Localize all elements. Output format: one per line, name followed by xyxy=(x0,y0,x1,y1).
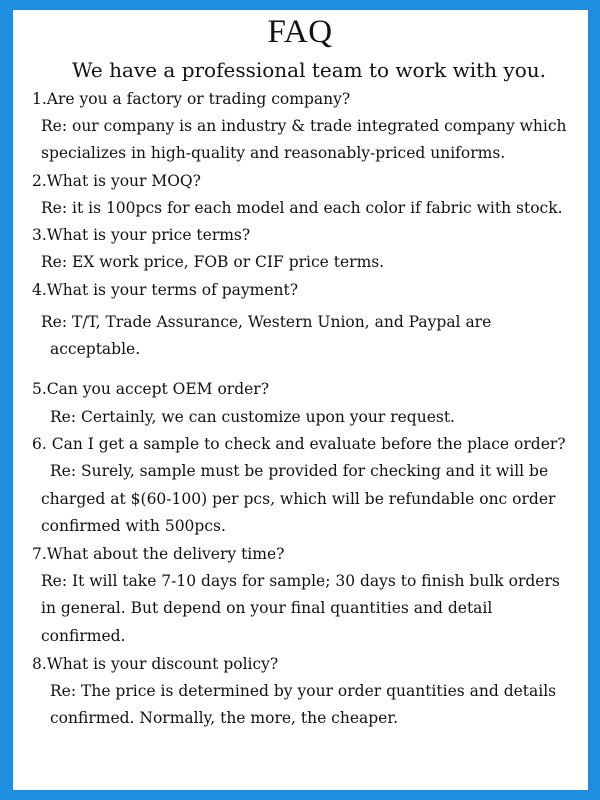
question-2: 2.What is your MOQ? xyxy=(32,172,201,190)
answer-7-line-2: in general. But depend on your final quantities and detail xyxy=(41,599,493,617)
answer-4-line-2: acceptable. xyxy=(50,340,141,358)
answer-1-line-2: specializes in high-quality and reasonably-priced uniforms. xyxy=(41,144,506,162)
question-8: 8.What is your discount policy? xyxy=(32,655,279,673)
page-title: FAQ xyxy=(267,14,333,50)
answer-1-line-1: Re: our company is an industry & trade integrated company which xyxy=(41,117,567,135)
question-6: 6. Can I get a sample to check and evaluate before the place order? xyxy=(32,435,566,453)
answer-6-line-2: charged at $(60-100) per pcs, which will be refundable onc order xyxy=(41,490,556,508)
answer-6-line-1: Re: Surely, sample must be provided for checking and it will be xyxy=(50,462,549,480)
page-subtitle: We have a professional team to work with you. xyxy=(72,58,546,82)
answer-8-line-1: Re: The price is determined by your order quantities and details xyxy=(50,682,557,700)
answer-2-line-1: Re: it is 100pcs for each model and each color if fabric with stock. xyxy=(41,199,563,217)
answer-6-line-3: confirmed with 500pcs. xyxy=(41,517,226,535)
answer-7-line-3: confirmed. xyxy=(41,627,126,645)
question-5: 5.Can you accept OEM order? xyxy=(32,380,270,398)
question-7: 7.What about the delivery time? xyxy=(32,545,285,563)
question-1: 1.Are you a factory or trading company? xyxy=(32,90,351,108)
answer-5-line-1: Re: Certainly, we can customize upon your request. xyxy=(50,408,455,426)
answer-4-line-1: Re: T/T, Trade Assurance, Western Union, and Paypal are xyxy=(41,313,492,331)
answer-8-line-2: confirmed. Normally, the more, the cheaper. xyxy=(50,709,398,727)
answer-3-line-1: Re: EX work price, FOB or CIF price terms. xyxy=(41,253,385,271)
answer-7-line-1: Re: It will take 7-10 days for sample; 30 days to finish bulk orders xyxy=(41,572,560,590)
question-4: 4.What is your terms of payment? xyxy=(32,281,299,299)
question-3: 3.What is your price terms? xyxy=(32,226,251,244)
